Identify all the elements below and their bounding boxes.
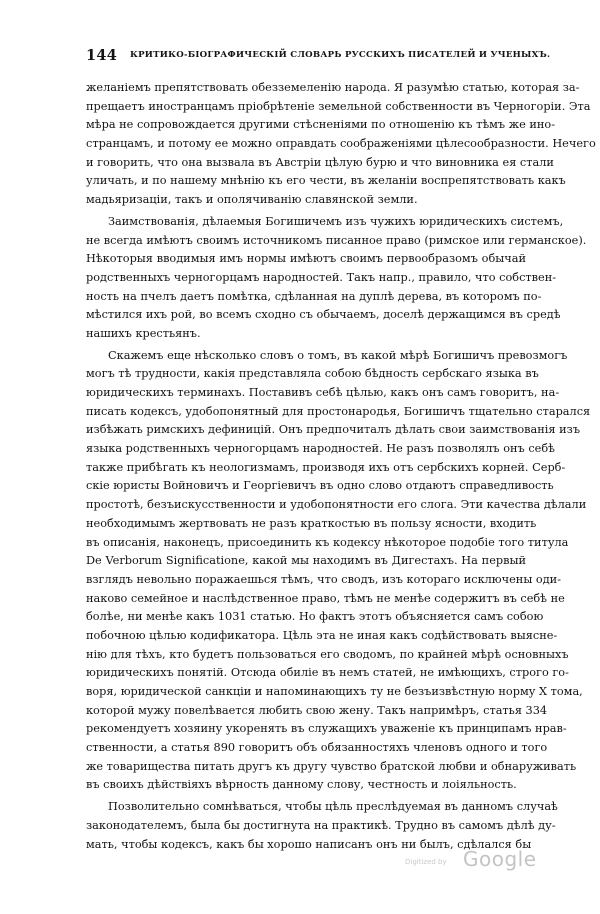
text-line: родственныхъ черногорцамъ народностей. Такъ напр., правило, что собствен- <box>86 270 557 284</box>
text-line: необходимымъ жертвовать не разъ краткостью въ пользу ясности, входить <box>86 516 537 530</box>
text-line: странцамъ, и потому ее можно оправдать соображеніями цѣлесообразности. Нечего <box>86 137 596 151</box>
text-line: избѣжать римскихъ дефиницій. Онъ предпочиталъ дѣлать свои заимствованія изъ <box>86 423 581 437</box>
text-line: мѣстился ихъ рой, во всемъ сходно съ обычаемъ, доселѣ держащимся въ средѣ <box>86 308 561 322</box>
text-line: не всегда имѣютъ своимъ источникомъ писанное право (римское или германское). <box>86 233 587 247</box>
text-line: могъ тѣ трудности, какія представляла собою бѣдность сербскаго языка въ <box>86 367 539 381</box>
text-line: юридическихъ понятій. Отсюда обиліе въ немъ статей, не имѣющихъ, строго го- <box>86 666 569 680</box>
text-line: ность на пчелъ даетъ помѣтка, сдѣланная на дуплѣ дерева, въ которомъ по- <box>86 289 542 303</box>
text-line: простотѣ, безъискусственности и удобопонятности его слога. Эти качества дѣлали <box>86 498 587 512</box>
text-line: въ описанія, наконецъ, присоединить къ кодексу нѣкоторое подобіе того титула <box>86 535 569 549</box>
text-line: нашихъ крестьянъ. <box>86 326 201 340</box>
text-line: Нѣкоторыя вводимыя имъ нормы имѣютъ своимъ первообразомъ обычай <box>86 252 526 266</box>
text-line: также прибѣгать къ неологизмамъ, производя ихъ отъ сербскихъ корней. Серб- <box>86 460 566 474</box>
text-line: языка родственныхъ черногорцамъ народностей. Не разъ позволялъ онъ себѣ <box>86 442 555 456</box>
text-line: скіе юристы Войновичъ и Георгіевичъ въ одно слово отдаютъ справедливость <box>86 479 554 493</box>
text-line: ственности, а статья 890 говоритъ объ обязанностяхъ членовъ одного и того <box>86 741 548 755</box>
running-header <box>86 47 551 64</box>
watermark-prefix: Digitized by <box>405 858 447 866</box>
text-line: взглядъ невольно поражаешься тѣмъ, что сводъ, изъ котораго исключены оди- <box>86 572 562 586</box>
text-line: побочною цѣлью кодификатора. Цѣль эта не иная какъ содѣйствовать выясне- <box>86 628 558 642</box>
digitization-watermark <box>405 847 545 873</box>
text-line: юридическихъ терминахъ. Поставивъ себѣ цѣлью, какъ онъ самъ говоритъ, на- <box>86 386 560 399</box>
text-line: уличать, и по нашему мнѣнію къ его чести, въ желаніи воспрепятствовать какъ <box>86 174 566 188</box>
text-line: De Verborum Significatione, какой мы находимъ въ Дигестахъ. На первый <box>86 554 526 568</box>
text-line: воря, юридической санкціи и напоминающихъ ту не безъизвѣстную норму X тома, <box>86 685 583 698</box>
text-line: Заимствованія, дѣлаемыя Богишичемъ изъ чужихъ юридическихъ системъ, <box>108 214 564 228</box>
page-number: 144 <box>86 47 118 64</box>
text-line: мѣра не сопровождается другими стѣсненіями по отношенію къ тѣмъ же ино- <box>86 118 556 132</box>
running-title: КРИТИКО-БІОГРАФИЧЕСКІЙ СЛОВАРЬ РУССКИХЪ ПИСАТЕЛЕЙ И УЧЕНЫХЪ. <box>130 50 551 60</box>
body-text <box>86 79 596 854</box>
text-line: рекомендуетъ хозяину укоренять въ служащихъ уваженіе къ принципамъ нрав- <box>86 722 567 736</box>
text-line: писать кодексъ, удобопонятный для простонародья, Богишичъ тщательно старался <box>86 404 591 418</box>
text-line: наково семейное и наслѣдственное право, тѣмъ не менѣе содержитъ въ себѣ не <box>86 591 565 605</box>
text-line: законодателемъ, была бы достигнута на практикѣ. Трудно въ самомъ дѣлѣ ду- <box>86 818 556 832</box>
text-line: Позволительно сомнѣваться, чтобы цѣль преслѣдуемая въ данномъ случаѣ <box>108 800 558 814</box>
text-line: въ своихъ дѣйствіяхъ вѣрность данному слову, честность и лоіяльность. <box>86 778 517 792</box>
text-line: мать, чтобы кодексъ, какъ бы хорошо написанъ онъ ни былъ, сдѣлался бы <box>86 837 532 851</box>
text-line: нію для тѣхъ, кто будетъ пользоваться его сводомъ, по крайней мѣрѣ основныхъ <box>86 647 569 661</box>
text-line: Скажемъ еще нѣсколько словъ о томъ, въ какой мѣрѣ Богишичъ превозмогъ <box>108 348 568 362</box>
text-line: болѣе, ни менѣе какъ 1031 статью. Но фактъ этотъ объясняется самъ собою <box>86 610 544 624</box>
text-line: и говорить, что она вызвала въ Австріи цѣлую бурю и что виновника ея стали <box>86 155 554 169</box>
text-line: же товарищества питать другъ къ другу чувство братской любви и обнаруживать <box>86 759 577 773</box>
text-line: желаніемъ препятствовать обезземеленію народа. Я разумѣю статью, которая за- <box>86 81 580 94</box>
text-line: прещаетъ иностранцамъ пріобрѣтеніе земельной собственности въ Черногоріи. Эта <box>86 99 591 113</box>
text-line: которой мужу повелѣвается любить свою жену. Такъ напримѣръ, статья 334 <box>86 703 548 717</box>
google-logo: Google <box>463 847 537 871</box>
text-line: мадьяризаціи, такъ и ополячиванію славянской земли. <box>86 193 418 207</box>
